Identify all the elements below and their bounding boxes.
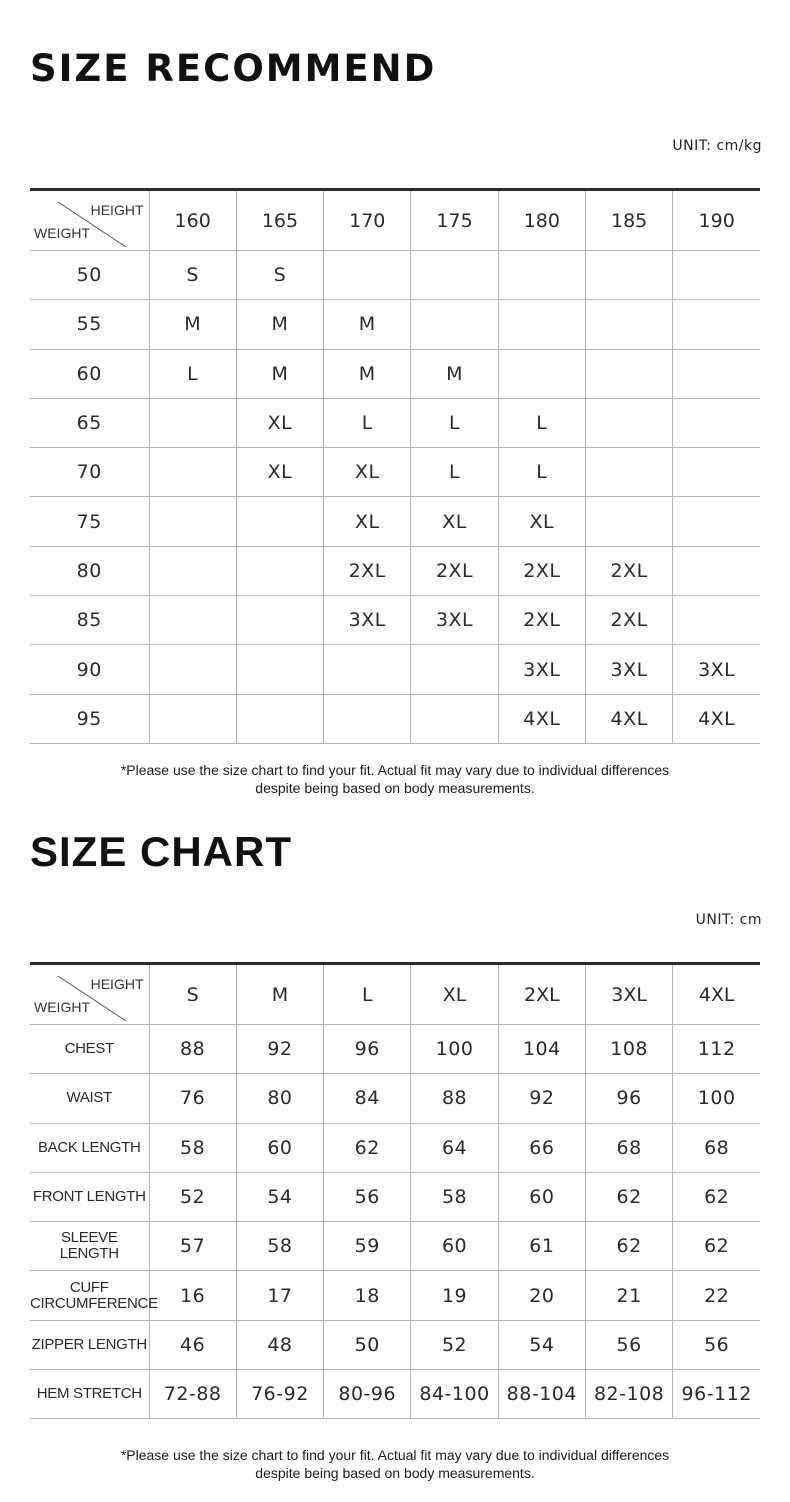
table-cell: 16 [149,1271,236,1320]
table-cell: 88 [149,1025,236,1074]
column-header: XL [411,964,498,1025]
row-label: 90 [30,645,149,694]
table-cell: 54 [236,1172,323,1221]
table-row [30,497,760,546]
row-label: 70 [30,448,149,497]
table-cell: M [411,349,498,398]
table-cell: 46 [149,1320,236,1369]
table-cell: 3XL [585,645,672,694]
table-cell: 17 [236,1271,323,1320]
table-cell [411,251,498,300]
table-cell [236,596,323,645]
table-row [30,349,760,398]
table-cell: 22 [673,1271,760,1320]
table-cell: 54 [498,1320,585,1369]
table-cell: 21 [585,1271,672,1320]
table-cell: XL [498,497,585,546]
table-cell: 3XL [498,645,585,694]
table-cell: 58 [236,1222,323,1271]
note-line: despite being based on body measurements. [255,1465,535,1481]
table-cell: 84 [324,1074,411,1123]
table-cell [236,546,323,595]
table-cell: L [324,398,411,447]
table-cell: 2XL [498,596,585,645]
table-cell: 3XL [324,596,411,645]
table-cell: XL [324,497,411,546]
row-label: CHEST [30,1025,149,1074]
row-label: 65 [30,398,149,447]
table-cell: 62 [585,1222,672,1271]
table-cell: 80 [236,1074,323,1123]
table-cell [585,398,672,447]
table-cell: XL [236,448,323,497]
table-cell: 52 [411,1320,498,1369]
row-label: 85 [30,596,149,645]
table-corner-cell [30,190,149,251]
table-row [30,448,760,497]
table-cell: 62 [585,1172,672,1221]
column-header: 160 [149,190,236,251]
table-cell: M [149,300,236,349]
table-cell [673,300,760,349]
table-cell: 2XL [585,546,672,595]
table-cell: 48 [236,1320,323,1369]
column-header: 190 [673,190,760,251]
table-cell: L [498,448,585,497]
table-cell [585,448,672,497]
table-cell [673,596,760,645]
table-cell: 56 [585,1320,672,1369]
table-cell: 2XL [498,546,585,595]
table-cell: 60 [411,1222,498,1271]
table-cell: L [411,448,498,497]
table-cell: 3XL [673,645,760,694]
table-cell: 104 [498,1025,585,1074]
chart-disclaimer-note [30,1446,760,1482]
table-cell: 4XL [585,694,672,743]
table-cell [673,349,760,398]
size-recommend-title: SIZE RECOMMEND [30,47,437,90]
row-label: HEM STRETCH [30,1370,149,1419]
table-cell [673,497,760,546]
table-cell: 68 [673,1123,760,1172]
corner-weight-label: WEIGHT [34,224,90,241]
table-cell [498,251,585,300]
table-header-row [30,190,760,251]
table-cell: 62 [673,1172,760,1221]
table-cell: 4XL [673,694,760,743]
table-cell: 92 [236,1025,323,1074]
table-cell [149,497,236,546]
table-cell [411,300,498,349]
table-row [30,1222,760,1271]
diagonal-divider [30,966,149,1024]
row-label: 80 [30,546,149,595]
row-label: 50 [30,251,149,300]
note-line: *Please use the size chart to find your fit. Actual fit may vary due to individual differences [120,1447,670,1463]
table-cell: M [324,300,411,349]
corner-weight-label: WEIGHT [34,998,90,1015]
table-cell [236,694,323,743]
table-cell: 66 [498,1123,585,1172]
column-header: 4XL [673,964,760,1025]
table-cell [673,448,760,497]
row-label: WAIST [30,1074,149,1123]
table-cell [673,398,760,447]
table-row [30,1320,760,1369]
row-label: 95 [30,694,149,743]
recommend-unit-label: UNIT: cm/kg [672,138,762,154]
table-cell: 100 [673,1074,760,1123]
table-cell: 62 [324,1123,411,1172]
row-label: SLEEVE LENGTH [30,1222,149,1271]
table-cell: 82-108 [585,1370,672,1419]
table-cell: 2XL [585,596,672,645]
size-recommend-table [30,188,760,744]
table-cell [411,694,498,743]
table-row [30,1370,760,1419]
table-row [30,1123,760,1172]
table-cell [324,694,411,743]
recommend-disclaimer-note [30,761,760,797]
table-cell: XL [324,448,411,497]
row-label: ZIPPER LENGTH [30,1320,149,1369]
table-cell: 52 [149,1172,236,1221]
table-cell [236,497,323,546]
table-cell: 76-92 [236,1370,323,1419]
table-cell: 56 [324,1172,411,1221]
table-cell: M [236,349,323,398]
table-cell: 58 [149,1123,236,1172]
table-cell: 56 [673,1320,760,1369]
table-cell [149,694,236,743]
table-cell: M [236,300,323,349]
column-header: 185 [585,190,672,251]
table-cell: L [149,349,236,398]
table-cell [585,251,672,300]
column-header: M [236,964,323,1025]
table-cell [149,546,236,595]
table-cell: 88-104 [498,1370,585,1419]
column-header: S [149,964,236,1025]
table-cell: 59 [324,1222,411,1271]
table-row [30,1172,760,1221]
corner-height-label: HEIGHT [90,201,144,218]
table-row [30,398,760,447]
table-row [30,645,760,694]
table-row [30,694,760,743]
table-cell: 96-112 [673,1370,760,1419]
table-cell [149,645,236,694]
table-cell: 112 [673,1025,760,1074]
table-cell: 19 [411,1271,498,1320]
chart-unit-label: UNIT: cm [695,912,762,928]
row-label: 60 [30,349,149,398]
table-cell: S [149,251,236,300]
table-cell [585,349,672,398]
table-cell: 108 [585,1025,672,1074]
table-cell: L [411,398,498,447]
table-cell: 64 [411,1123,498,1172]
table-cell: 68 [585,1123,672,1172]
table-corner-cell [30,964,149,1025]
column-header: 165 [236,190,323,251]
table-cell: 100 [411,1025,498,1074]
table-cell: 57 [149,1222,236,1271]
table-cell: 50 [324,1320,411,1369]
table-row [30,1271,760,1320]
table-cell [498,300,585,349]
diagonal-divider [30,192,149,250]
table-cell: 96 [585,1074,672,1123]
table-row [30,596,760,645]
table-cell: 60 [498,1172,585,1221]
table-cell: 58 [411,1172,498,1221]
table-cell: XL [236,398,323,447]
row-label: FRONT LENGTH [30,1172,149,1221]
size-chart-table [30,962,760,1419]
table-cell: L [498,398,585,447]
table-row [30,1074,760,1123]
table-cell: 3XL [411,596,498,645]
table-cell: 96 [324,1025,411,1074]
table-cell [149,398,236,447]
note-line: *Please use the size chart to find your fit. Actual fit may vary due to individual differences [120,762,670,778]
table-cell: S [236,251,323,300]
row-label: CUFF CIRCUMFERENCE [30,1271,149,1320]
table-cell: 4XL [498,694,585,743]
table-cell [411,645,498,694]
table-cell [585,497,672,546]
table-cell [324,251,411,300]
table-cell: 60 [236,1123,323,1172]
table-header-row [30,964,760,1025]
table-cell [324,645,411,694]
column-header: 170 [324,190,411,251]
table-cell: 88 [411,1074,498,1123]
column-header: 2XL [498,964,585,1025]
corner-height-label: HEIGHT [90,975,144,992]
table-cell: 18 [324,1271,411,1320]
column-header: 3XL [585,964,672,1025]
column-header: L [324,964,411,1025]
row-label: 55 [30,300,149,349]
note-line: despite being based on body measurements. [255,780,535,796]
table-row [30,251,760,300]
column-header: 180 [498,190,585,251]
table-cell [673,251,760,300]
table-row [30,1025,760,1074]
table-cell: 2XL [324,546,411,595]
table-cell: 72-88 [149,1370,236,1419]
table-cell: 62 [673,1222,760,1271]
table-cell [585,300,672,349]
table-cell: 76 [149,1074,236,1123]
column-header: 175 [411,190,498,251]
table-cell: 61 [498,1222,585,1271]
table-row [30,546,760,595]
table-cell [149,448,236,497]
table-cell [236,645,323,694]
table-cell [498,349,585,398]
table-cell [673,546,760,595]
table-cell: XL [411,497,498,546]
table-cell: 80-96 [324,1370,411,1419]
table-cell: 84-100 [411,1370,498,1419]
table-cell: M [324,349,411,398]
table-cell: 20 [498,1271,585,1320]
table-cell: 2XL [411,546,498,595]
row-label: BACK LENGTH [30,1123,149,1172]
table-cell [149,596,236,645]
row-label: 75 [30,497,149,546]
size-chart-title: SIZE CHART [30,828,292,875]
table-cell: 92 [498,1074,585,1123]
table-row [30,300,760,349]
